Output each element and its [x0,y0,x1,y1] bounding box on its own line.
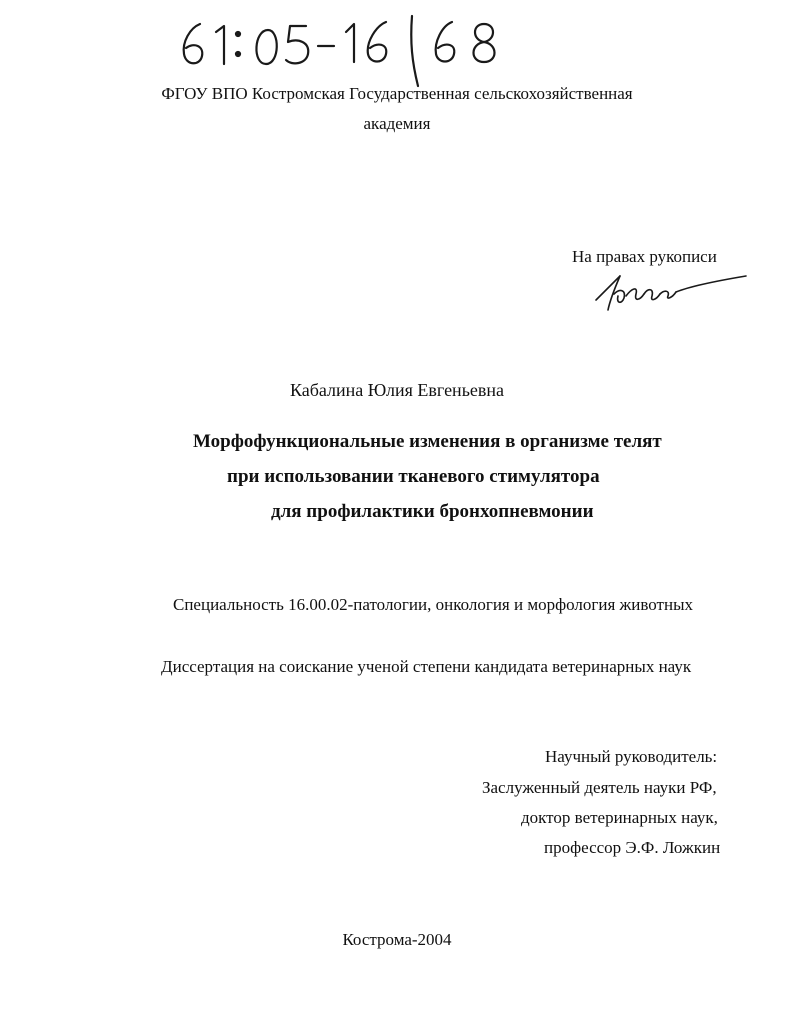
institution-line-2: академия [363,114,431,133]
handwritten-archive-code [172,2,512,92]
supervisor-title-2: доктор ветеринарных наук, [521,808,718,827]
supervisor-heading: Научный руководитель: [545,747,718,766]
supervisor-name: профессор Э.Ф. Ложкин [544,838,721,857]
title-line-1: Морфофункциональные изменения в организме телят [193,431,662,452]
title-line-2: при использовании тканевого стимулятора [227,466,600,487]
specialty-text: Специальность 16.00.02-патологии, онкология и морфология животных [173,595,693,614]
title-line-3: для профилактики бронхопневмонии [271,501,594,522]
degree-text: Диссертация на соискание ученой степени кандидата ветеринарных наук [161,657,692,676]
institution-line-1: ФГОУ ВПО Костромская Государственная сельскохозяйственная [161,84,633,103]
manuscript-rights-label: На правах рукописи [572,247,717,266]
author-signature [590,266,750,316]
place-year: Кострома-2004 [342,930,452,949]
author-name: Кабалина Юлия Евгеньевна [289,380,505,400]
supervisor-title-1: Заслуженный деятель науки РФ, [482,778,717,797]
